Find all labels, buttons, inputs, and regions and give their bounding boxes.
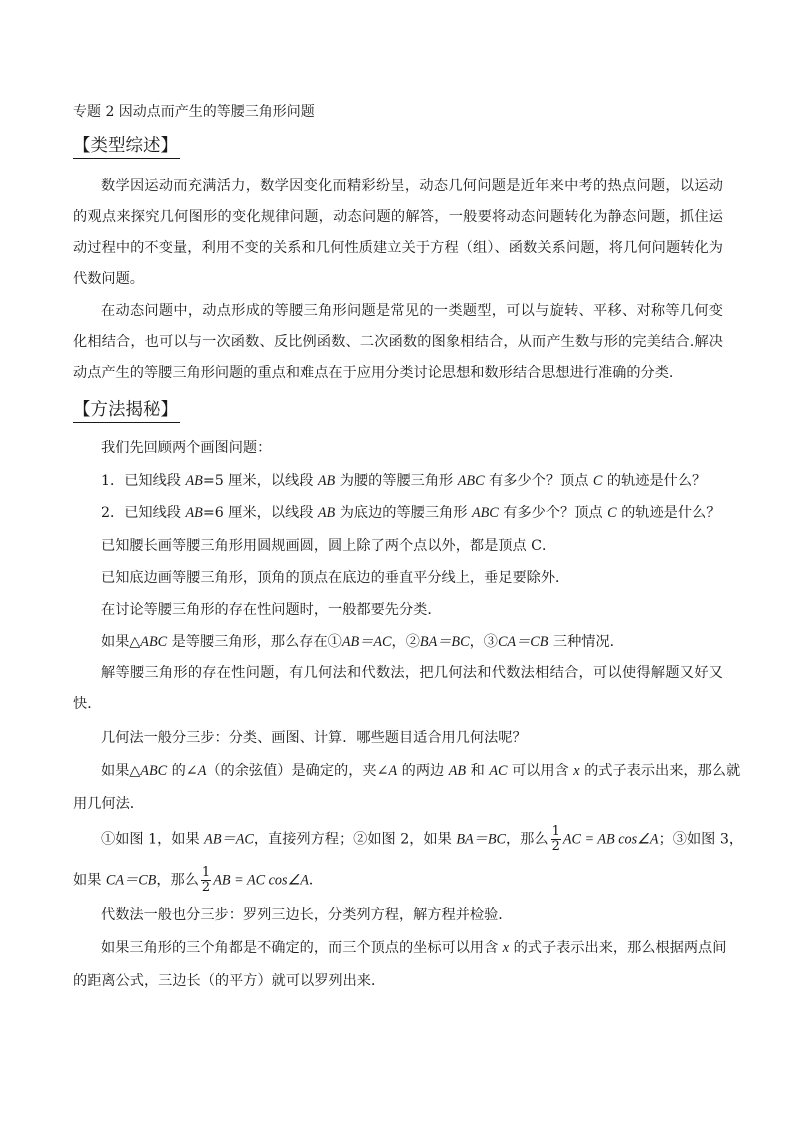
text-fragment: 为腰的等腰三角形	[335, 473, 458, 489]
math-symbol: AB	[185, 473, 203, 489]
overview-paragraph-1: 数学因运动而充满活力，数学因变化而精彩纷呈，动态几何问题是近年来中考的热点问题，以运动的观点来探究几何图形的变化规律问题，动态问题的解答，一般要将动态问题转化为静态问题，抓住运动过程中的不变量，利用不变的关系和几何性质建立关于方程（组）、函数关系问题，将几何问题转化为代数问题。	[73, 178, 723, 287]
text-fragment: 1．已知线段	[101, 473, 186, 489]
method-line-intro: 我们先回顾两个画图问题：	[101, 440, 272, 456]
text-fragment: 为底边的等腰三角形	[335, 505, 472, 521]
text-fragment: 如果△	[101, 634, 141, 650]
math-expression: AB＝AC	[204, 831, 254, 848]
method-line-three-cases	[73, 630, 751, 654]
text-fragment: ，那么	[156, 872, 199, 889]
method-line-case-3-formula	[73, 866, 723, 895]
text-fragment: 和	[466, 763, 490, 779]
math-expression: BA＝BC	[456, 831, 506, 848]
text-fragment: ；③如图 3，	[658, 831, 744, 848]
text-fragment: 如果△	[101, 763, 141, 779]
math-symbol: ABC	[140, 763, 168, 779]
math-equation: AC = AB cos∠A	[562, 831, 659, 848]
math-expression: AB＝AC	[341, 634, 392, 650]
math-symbol: ABC	[471, 505, 499, 521]
text-fragment: 的轨迹是什么？	[602, 473, 707, 489]
text-fragment: 有多少个？顶点	[484, 473, 593, 489]
text-fragment: 是等腰三角形，那么存在①	[167, 634, 342, 650]
method-line-algebraic-condition	[73, 936, 751, 960]
math-expression: CA＝CB	[497, 634, 549, 650]
method-line-cases-formulas	[73, 825, 751, 854]
method-question-1	[73, 469, 751, 493]
fraction-numerator: 1	[551, 824, 560, 839]
math-expression: BA＝BC	[419, 634, 470, 650]
method-line-base-construction: 已知底边画等腰三角形，顶角的顶点在底边的垂直平分线上，垂足要除外．	[101, 570, 570, 586]
method-line-distance-formula: 的距离公式，三边长（的平方）就可以罗列出来．	[73, 973, 386, 989]
math-symbol: AB	[317, 473, 336, 489]
fraction-denominator: 2	[201, 880, 211, 895]
text-fragment: ，直接列方程；②如图 2，如果	[253, 831, 457, 848]
text-fragment: 三种情况．	[548, 634, 624, 650]
text-fragment: =5 厘米，以线段	[202, 473, 318, 489]
text-fragment: ．	[308, 872, 324, 889]
math-symbol: C	[607, 505, 617, 521]
text-fragment: 的∠	[167, 763, 198, 779]
method-line-geometric-steps: 几何法一般分三步：分类、画图、计算．哪些题目适合用几何法呢？	[101, 730, 527, 746]
math-symbol: C	[592, 473, 603, 489]
text-fragment: （的余弦值）是确定的，夹∠	[206, 763, 389, 779]
text-fragment: ，②	[391, 634, 420, 650]
math-symbol: A	[388, 763, 398, 779]
text-fragment: 的轨迹是什么？	[616, 505, 721, 521]
text-fragment: 可以用含	[507, 763, 574, 779]
text-fragment: 有多少个？顶点	[498, 505, 608, 521]
document-title: 专题 2 因动点而产生的等腰三角形问题	[73, 104, 315, 120]
fraction-one-half	[201, 866, 211, 895]
fraction-denominator: 2	[551, 839, 560, 854]
math-symbol: x	[573, 763, 580, 779]
method-question-2	[73, 501, 751, 525]
method-line-algebraic-steps: 代数法一般也分三步：罗列三边长，分类列方程，解方程并检验．	[101, 907, 513, 923]
fraction-one-half	[551, 825, 561, 854]
section-heading-overview: 【类型综述】	[73, 134, 180, 159]
method-line-use-geometric: 用几何法．	[73, 796, 144, 812]
math-symbol: A	[197, 763, 207, 779]
method-line-geometric-condition	[73, 759, 751, 783]
text-fragment: ，那么	[505, 831, 549, 848]
text-fragment: 2．已知线段	[101, 505, 186, 521]
method-line-leg-construction: 已知腰长画等腰三角形用圆规画圆，圆上除了两个点以外，都是顶点 C．	[101, 538, 557, 554]
math-equation: AB = AC cos∠A	[213, 872, 309, 889]
method-line-classify: 在讨论等腰三角形的存在性问题时，一般都要先分类．	[101, 602, 442, 618]
math-symbol: AB	[185, 505, 203, 521]
math-symbol: AC	[489, 763, 508, 779]
text-fragment: ①如图 1，如果	[101, 831, 205, 848]
text-fragment: 如果三角形的三个角都是不确定的，而三个顶点的坐标可以用含	[101, 940, 503, 956]
text-fragment: ，③	[469, 634, 498, 650]
text-fragment: 的两边	[397, 763, 449, 779]
text-fragment: 的式子表示出来，那么就	[579, 763, 741, 779]
math-symbol: AB	[317, 505, 336, 521]
method-paragraph-approach: 解等腰三角形的存在性问题，有几何法和代数法，把几何法和代数法相结合，可以使得解题又好又快．	[73, 665, 723, 712]
math-symbol: AB	[448, 763, 467, 779]
math-expression: CA＝CB	[105, 872, 157, 889]
section-heading-method: 【方法揭秘】	[73, 398, 180, 423]
math-symbol: x	[502, 940, 510, 956]
overview-paragraph-2: 在动态问题中，动点形成的等腰三角形问题是常见的一类题型，可以与旋转、平移、对称等几何变化相结合，也可以与一次函数、反比例函数、二次函数的图象相结合，从而产生数与形的完美结合.解决动点产生的等腰三角形问题的重点和难点在于应用分类讨论思想和数形结合思想进行准确的分类.	[73, 303, 723, 381]
text-fragment: =6 厘米，以线段	[202, 505, 318, 521]
text-fragment: 的式子表示出来，那么根据两点间	[509, 940, 727, 956]
math-symbol: ABC	[140, 634, 168, 650]
text-fragment: 如果	[73, 872, 106, 889]
math-symbol: ABC	[457, 473, 485, 489]
fraction-numerator: 1	[201, 865, 211, 880]
